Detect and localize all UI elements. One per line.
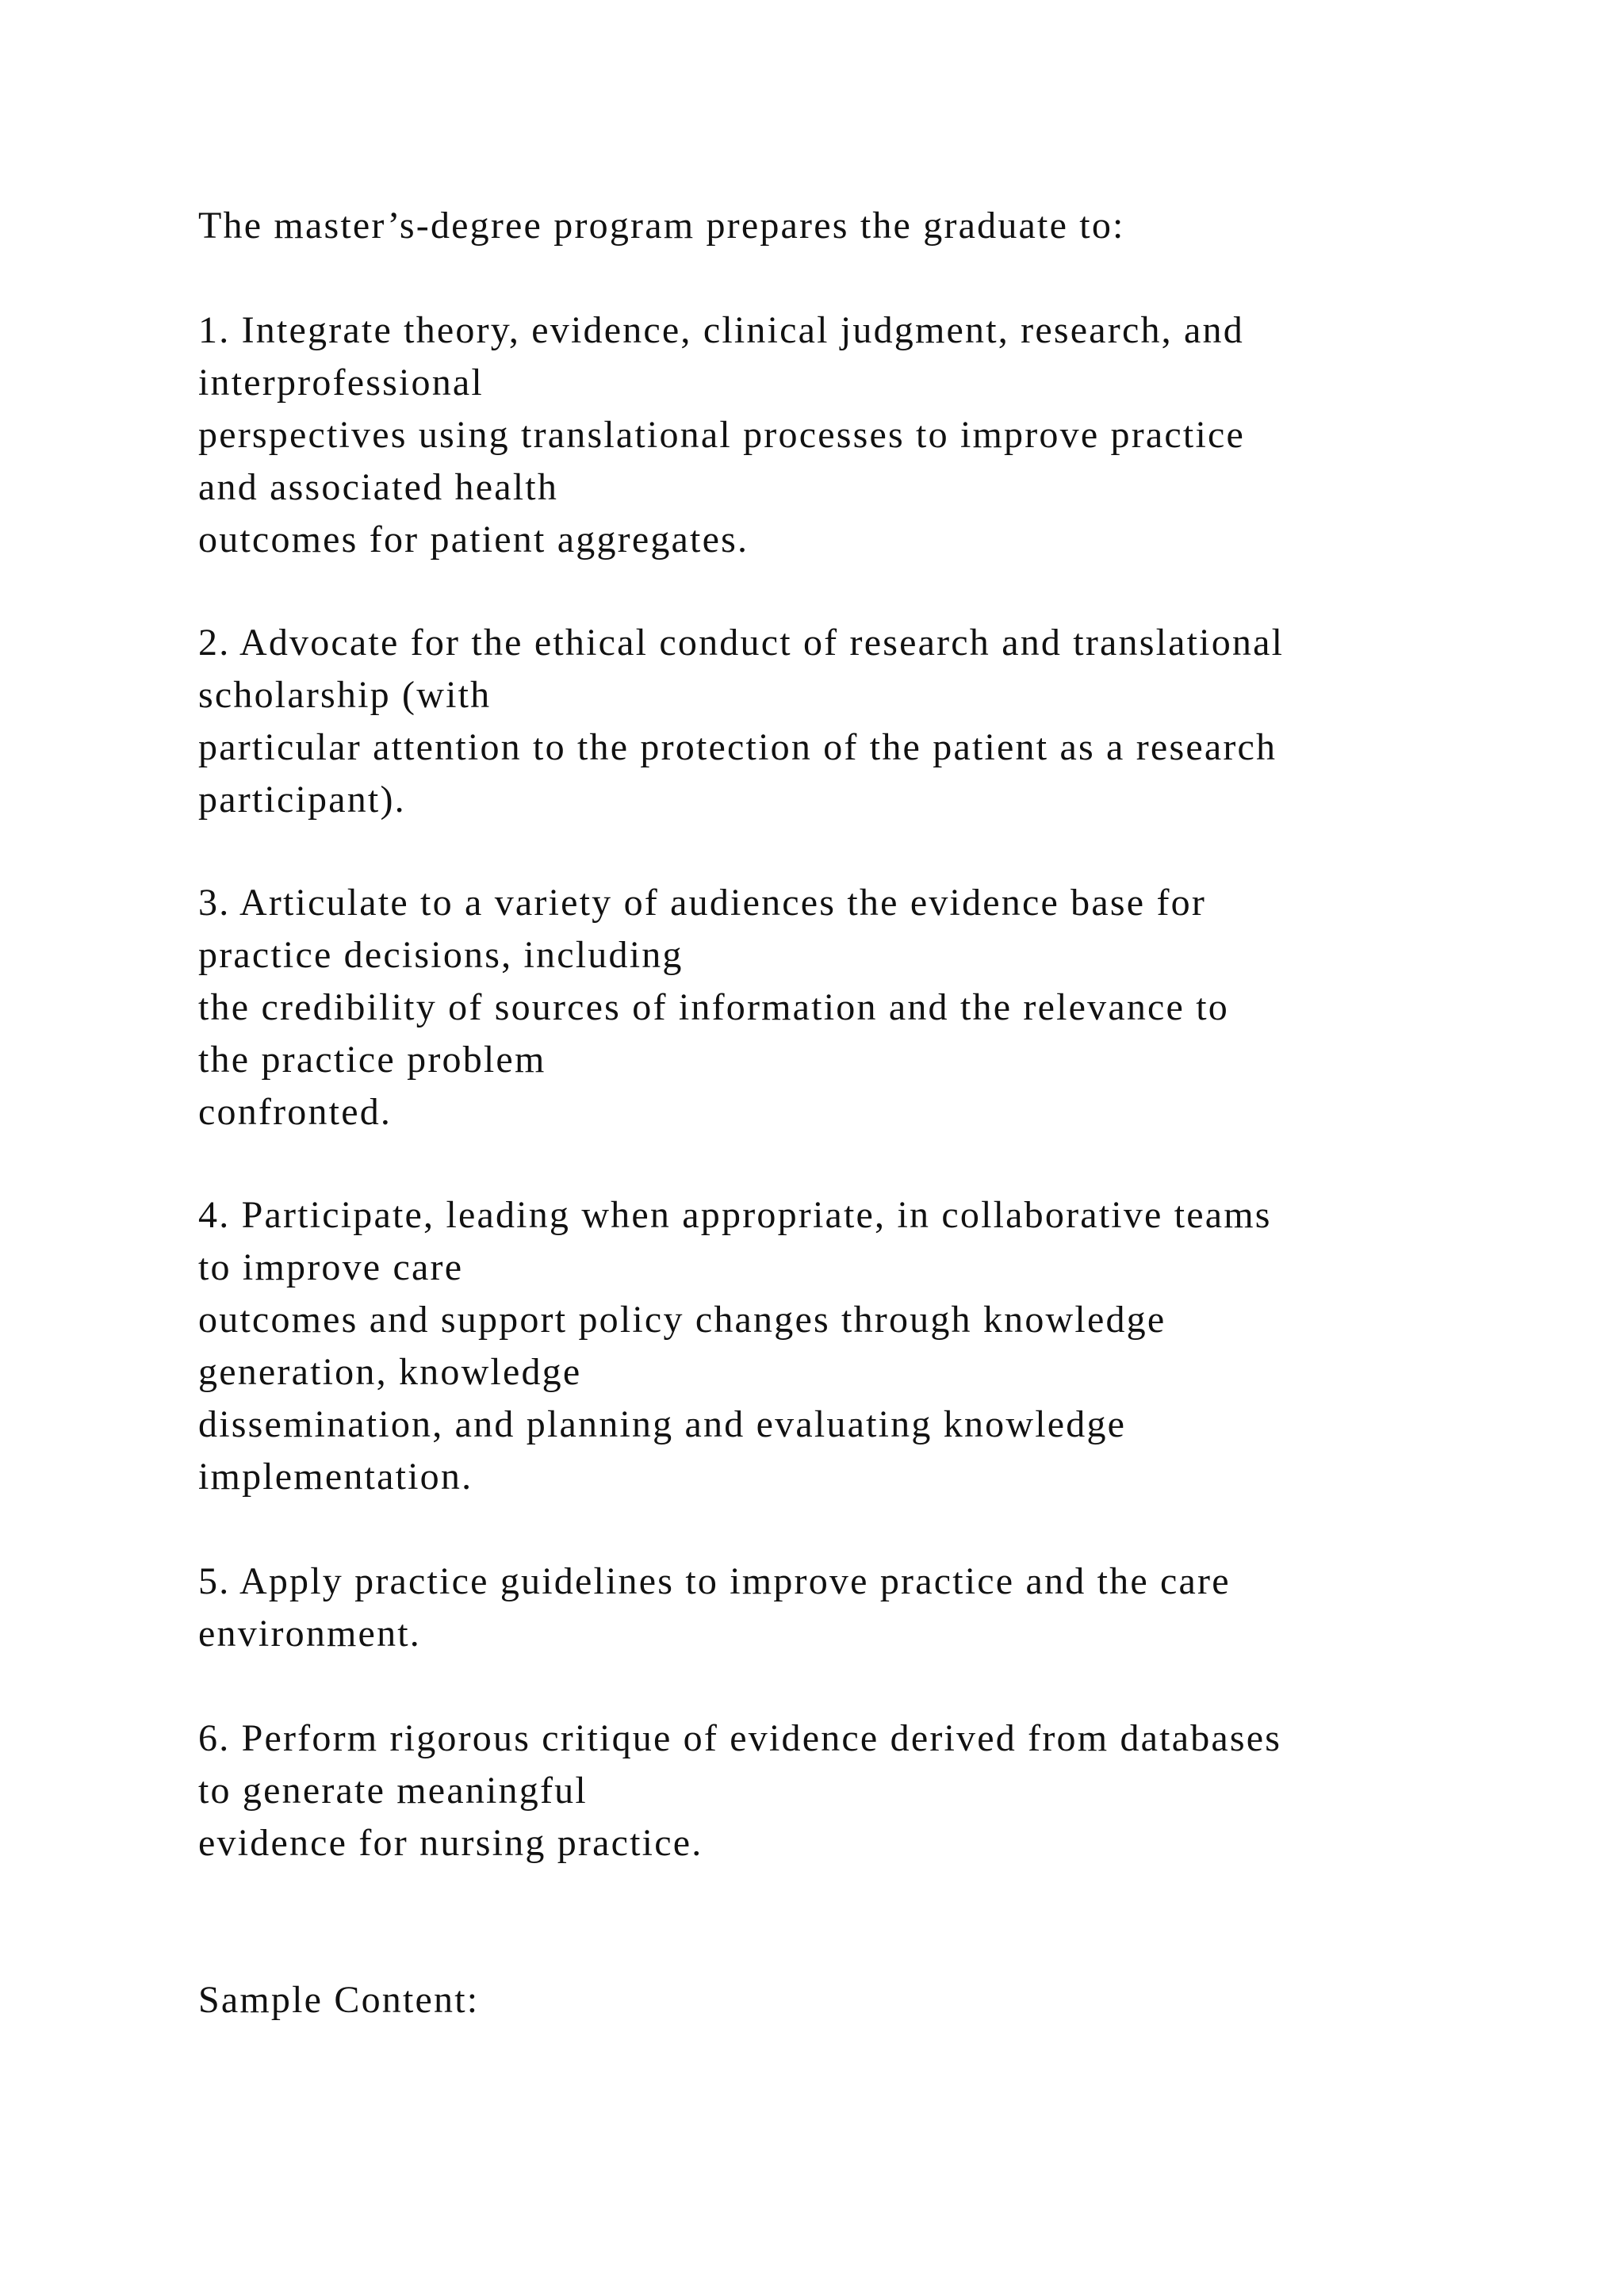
item-line: practice decisions, including (198, 934, 684, 976)
item-line: the credibility of sources of information and the relevance to (198, 986, 1229, 1028)
outcome-item-1 (198, 304, 1546, 566)
item-line: implementation. (198, 1456, 473, 1498)
item-line: 6. Perform rigorous critique of evidence derived from databases (198, 1717, 1282, 1759)
outcome-item-6 (198, 1712, 1546, 1869)
outcome-item-2 (198, 617, 1546, 826)
item-line: outcomes and support policy changes through knowledge (198, 1299, 1166, 1341)
item-line: confronted. (198, 1091, 393, 1133)
item-line: environment. (198, 1613, 422, 1655)
item-line: 5. Apply practice guidelines to improve practice and the care (198, 1560, 1231, 1602)
outcome-item-4 (198, 1189, 1546, 1503)
item-line: 2. Advocate for the ethical conduct of research and translational (198, 622, 1285, 664)
intro-line: The master’s-degree program prepares the graduate to: (198, 205, 1125, 247)
item-line: particular attention to the protection of the patient as a research (198, 726, 1277, 768)
item-line: 1. Integrate theory, evidence, clinical judgment, research, and (198, 309, 1244, 351)
item-line: and associated health (198, 466, 559, 508)
item-line: evidence for nursing practice. (198, 1822, 703, 1864)
item-line: to improve care (198, 1246, 464, 1288)
intro-paragraph (198, 200, 1546, 252)
item-line: generation, knowledge (198, 1351, 582, 1393)
item-line: outcomes for patient aggregates. (198, 519, 749, 561)
item-line: interprofessional (198, 362, 484, 404)
item-line: to generate meaningful (198, 1770, 588, 1812)
outcome-item-3 (198, 877, 1546, 1138)
item-line: scholarship (with (198, 674, 492, 716)
item-line: 3. Articulate to a variety of audiences the evidence base for (198, 882, 1207, 924)
item-line: the practice problem (198, 1039, 546, 1081)
item-line: 4. Participate, leading when appropriate, in collaborative teams (198, 1194, 1272, 1236)
item-line: dissemination, and planning and evaluating knowledge (198, 1403, 1127, 1445)
sample-content-heading (198, 1974, 1546, 2026)
item-line: participant). (198, 779, 406, 821)
outcome-item-5 (198, 1556, 1546, 1660)
heading-line: Sample Content: (198, 1979, 480, 2021)
item-line: perspectives using translational processes to improve practice (198, 414, 1246, 456)
